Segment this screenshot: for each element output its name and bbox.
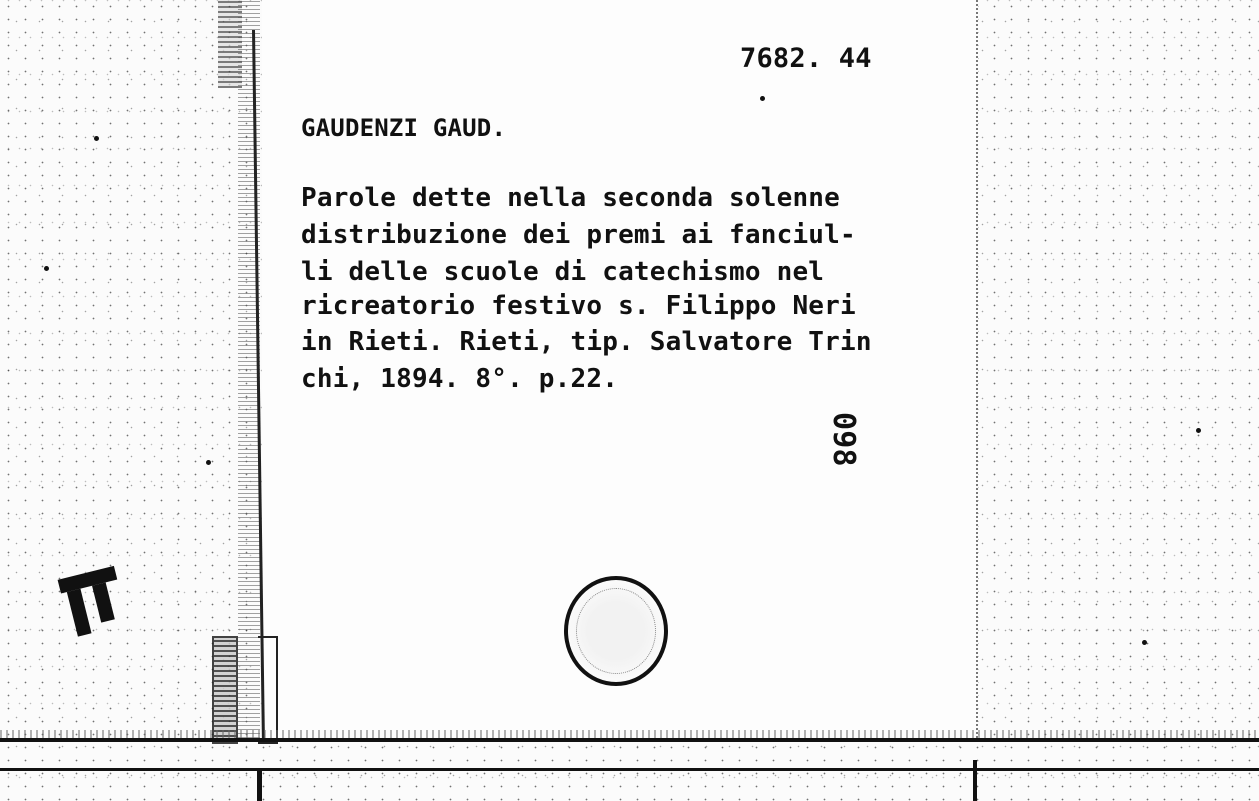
- stamp-number: [818, 410, 862, 482]
- speck: [1196, 428, 1201, 433]
- speck: [94, 136, 99, 141]
- card-guide-left: [212, 636, 238, 744]
- body-line: Parole dette nella seconda solenne: [301, 183, 841, 213]
- body-line: ricreatorio festivo s. Filippo Neri: [301, 291, 856, 321]
- speck: [44, 266, 49, 271]
- drawer-post-right: [973, 760, 977, 801]
- drawer-rail-bottom: [0, 768, 1259, 771]
- drawer-rail-top: [0, 738, 1259, 742]
- shelf-number: 7682. 44: [740, 43, 872, 74]
- body-line: li delle scuole di catechismo nel: [301, 257, 825, 287]
- body-line: in Rieti. Rieti, tip. Salvatore Trin: [301, 327, 872, 357]
- card-guide-right: [258, 636, 278, 744]
- stamp-number-text: 098: [826, 412, 861, 467]
- speck: [206, 460, 211, 465]
- drawer-rail-shadow: [0, 730, 1259, 738]
- body-line: distribuzione dei premi ai fanciul-: [301, 220, 856, 250]
- speck: [760, 96, 765, 101]
- speck: [1142, 640, 1147, 645]
- body-line: chi, 1894. 8°. p.22.: [301, 364, 619, 394]
- punch-hole: [564, 576, 668, 686]
- drawer-post-left: [257, 768, 262, 801]
- author-heading: GAUDENZI GAUD.: [301, 114, 507, 142]
